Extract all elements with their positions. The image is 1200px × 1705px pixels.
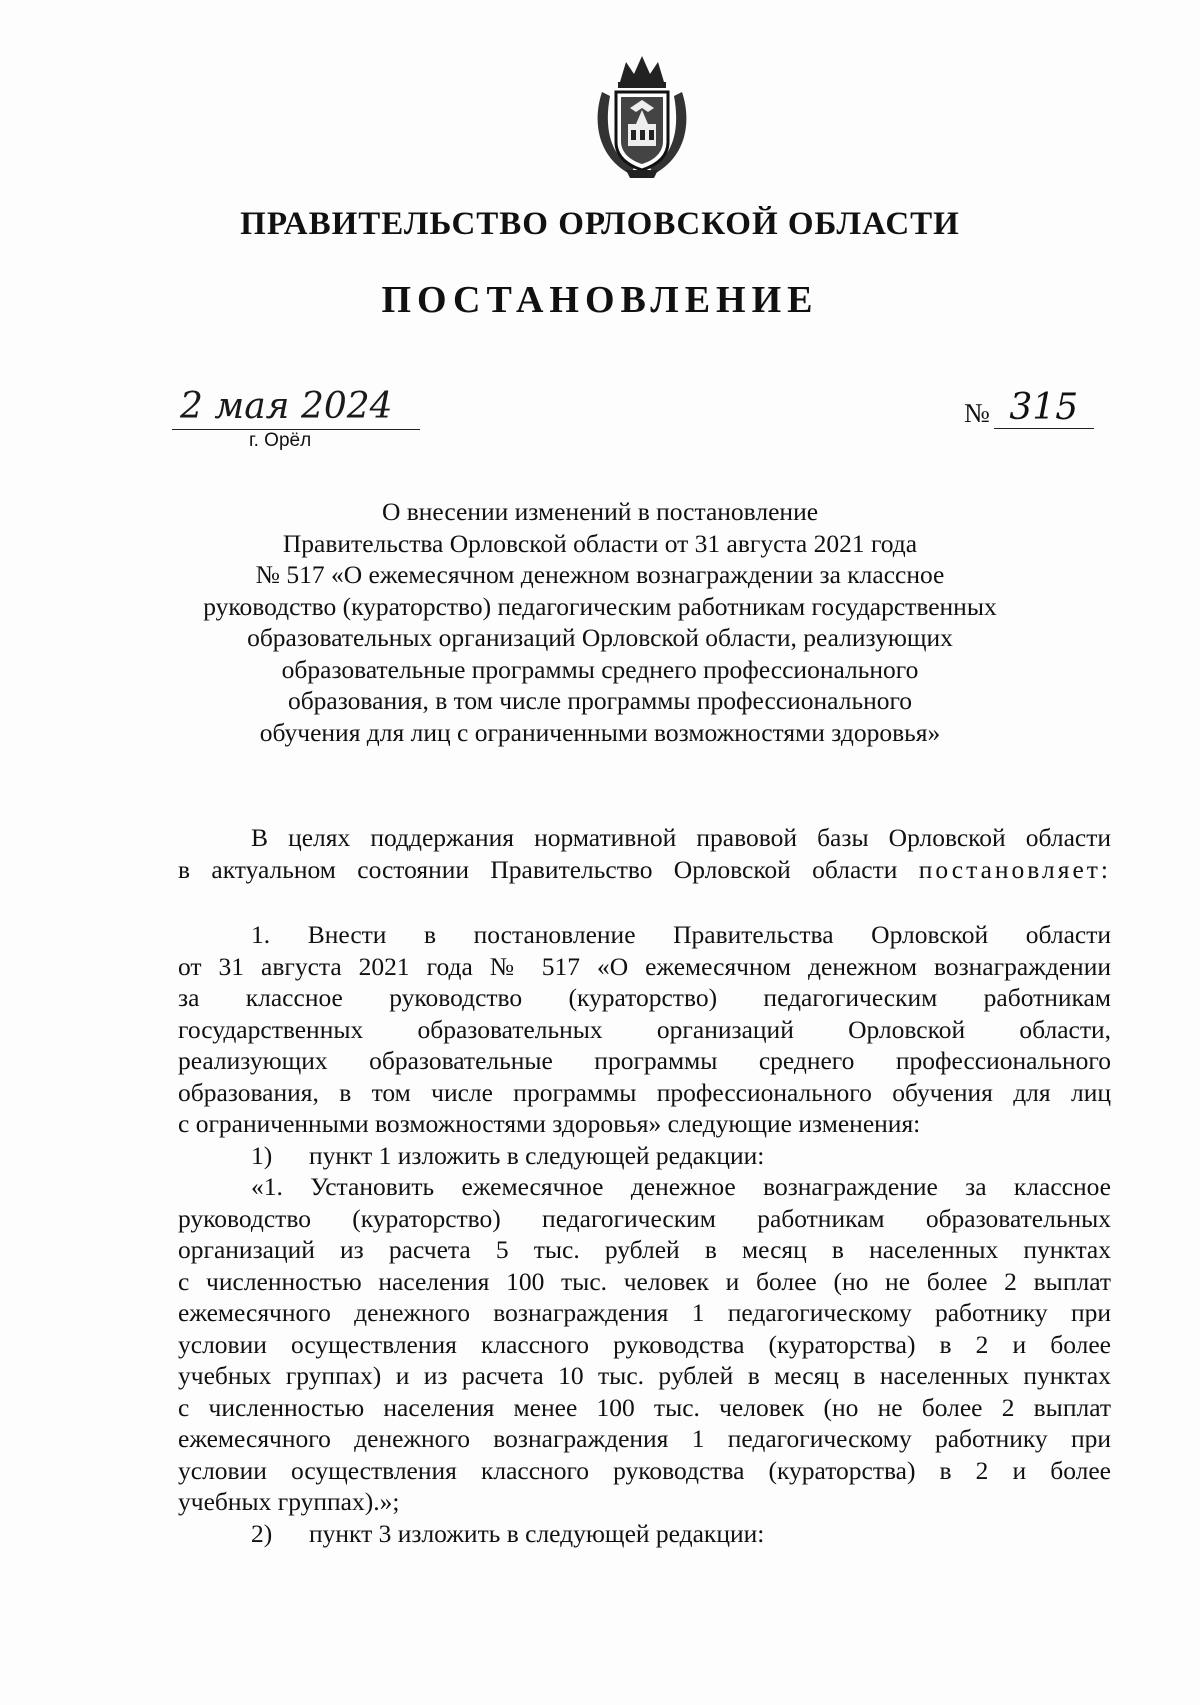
number-sign: № [964, 398, 990, 428]
subitem-1 [178, 1140, 1111, 1172]
date-block [172, 385, 420, 452]
title-line: обучения для лиц с ограниченными возможностями здоровья» [259, 717, 941, 747]
quote-line: учебных группах).»; [178, 1487, 400, 1516]
quote-line: условии осуществления классного руководства (кураторства) в 2 и более [178, 1455, 1111, 1485]
title-line: Правительства Орловской области от 31 августа 2021 года [282, 528, 918, 558]
paragraph-line: 1. Внести в постановление Правительства Орловской области [251, 920, 1111, 949]
quote-line: учебных группах) и из расчета 10 тыс. рублей в месяц в населенных пунктах [178, 1361, 1111, 1390]
title-line: образовательные программы среднего профессионального [281, 654, 919, 684]
quote-line: ежемесячного денежного вознаграждения 1 педагогическому работнику при [178, 1298, 1111, 1327]
quote-line: с численностью населения 100 тыс. человек и более (но не более 2 выплат [178, 1266, 1111, 1296]
quote-line: условии осуществления классного руководства (кураторства) в 2 и более [178, 1329, 1111, 1359]
paragraph-line: за классное руководство (кураторство) педагогическим работникам [178, 983, 1111, 1012]
subitem-number: 1) [251, 1140, 273, 1170]
handwritten-number: 315 [994, 388, 1094, 429]
paragraph-line: реализующих образовательные программы среднего профессионального [178, 1046, 1111, 1075]
preamble-text: в актуальном состоянии Правительство Орловской области [178, 854, 898, 884]
title-line: О внесении изменений в постановление [381, 497, 819, 526]
preamble-line: В целях поддержания нормативной правовой базы Орловской области [251, 823, 1111, 852]
preamble-line [178, 854, 1111, 886]
document-type: ПОСТАНОВЛЕНИЕ [381, 279, 819, 321]
quote-line: организаций из расчета 5 тыс. рублей в месяц в населенных пунктах [178, 1235, 1111, 1264]
paragraph-line: образования, в том числе программы профессионального обучения для лиц [178, 1077, 1111, 1107]
subitem-text: пункт 3 изложить в следующей редакции: [309, 1518, 765, 1548]
paragraph-line: с ограниченными возможностями здоровья» следующие изменения: [178, 1109, 921, 1138]
title-line: руководство (кураторство) педагогическим работникам государственных [203, 591, 997, 621]
city-label: г. Орёл [249, 430, 312, 451]
orel-region-coat-of-arms-icon [590, 52, 694, 182]
handwritten-date: 2 мая 2024 [180, 386, 393, 427]
document-number-block [964, 388, 1114, 429]
subitem-text: пункт 1 изложить в следующей редакции: [309, 1140, 765, 1170]
title-line: № 517 «О ежемесячном денежном вознаграждении за классное [255, 560, 945, 589]
quote-line: с численностью населения менее 100 тыс. человек (но не более 2 выплат [178, 1392, 1111, 1422]
organization-name: ПРАВИТЕЛЬСТВО ОРЛОВСКОЙ ОБЛАСТИ [240, 206, 960, 242]
preamble-resolves: постановляет: [918, 854, 1111, 884]
quote-line: ежемесячного денежного вознаграждения 1 педагогическому работнику при [178, 1424, 1111, 1453]
document-body [178, 822, 1111, 1549]
title-line: образовательных организаций Орловской области, реализующих [247, 623, 953, 652]
quote-line: руководство (кураторство) педагогическим работникам образовательных [178, 1203, 1111, 1233]
paragraph-line: от 31 августа 2021 года № 517 «О ежемесячном денежном вознаграждении [178, 951, 1111, 981]
document-title [150, 496, 1050, 748]
quote-line: «1. Установить ежемесячное денежное вознаграждение за классное [251, 1172, 1111, 1201]
subitem-number: 2) [251, 1518, 273, 1548]
subitem-2 [178, 1518, 1111, 1550]
title-line: образования, в том числе программы профессионального [287, 686, 913, 715]
paragraph-line: государственных образовательных организаций Орловской области, [178, 1014, 1111, 1044]
